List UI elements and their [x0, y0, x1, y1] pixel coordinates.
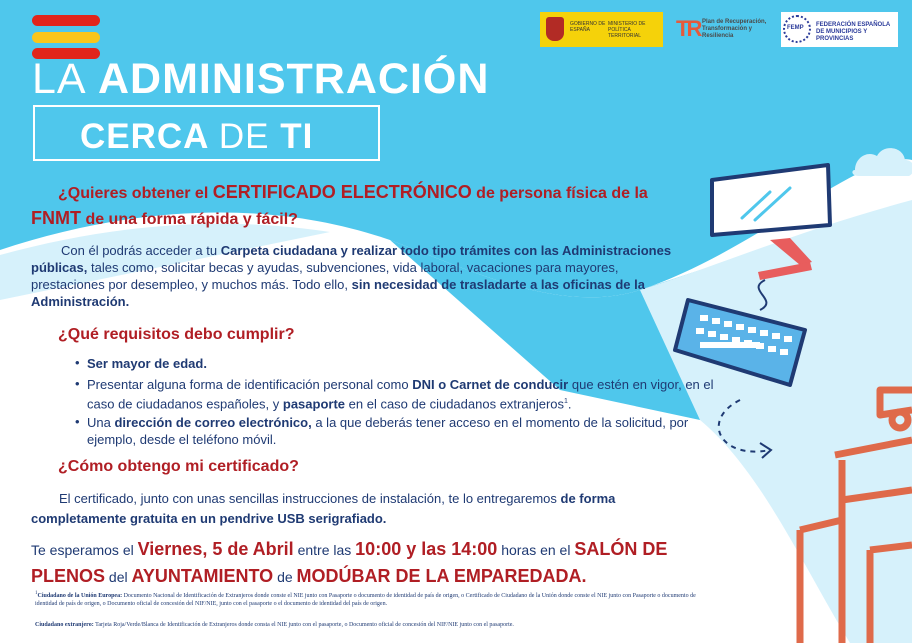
- obtain-text-bold: de forma completamente gratuita en un pendrive USB serigrafiado.: [31, 491, 616, 526]
- requirement-text: que estén en vigor, en el caso de ciudadanos españoles, y: [87, 377, 714, 412]
- event-ayuntamiento: AYUNTAMIENTO: [131, 566, 274, 586]
- intro-q-text: de una forma rápida y fácil?: [85, 211, 298, 228]
- obtain-paragraph: [31, 489, 696, 529]
- title-la: LA: [32, 55, 87, 103]
- requirement-item: [87, 414, 727, 448]
- intro-q-fnmt: FNMT: [31, 208, 81, 228]
- requirement-text: .: [567, 396, 572, 412]
- femp-stars-icon: [783, 15, 811, 43]
- intro-text: Con él podrás acceder a tu: [61, 243, 218, 258]
- prtr-logo: [676, 12, 771, 47]
- page-title: [32, 55, 489, 104]
- intro-text-bold: sin necesidad de trasladarte a las oficinas de la Administración.: [31, 277, 645, 309]
- obtain-text: El certificado, junto con unas sencillas instrucciones de instalación, te lo entregaremos: [59, 491, 557, 506]
- footnote-foreign: [35, 621, 715, 629]
- requirement-text: en el caso de ciudadanos extranjeros: [348, 396, 565, 412]
- prtr-text: Plan de Recuperación, Transformación y Resiliencia: [702, 19, 767, 39]
- intro-q-text: de persona física de la: [476, 185, 648, 202]
- requirement-text-bold: DNI o Carnet de conducir: [412, 377, 569, 392]
- footnote-marker: 1: [35, 591, 38, 596]
- event-paragraph: [31, 536, 691, 590]
- event-text: de: [277, 569, 293, 585]
- intro-paragraph: [31, 242, 683, 310]
- event-date: Viernes, 5 de Abril: [137, 539, 294, 559]
- requirement-text: Una: [87, 415, 111, 430]
- flag-stripe-yellow: [32, 32, 100, 43]
- obtain-heading-text: ¿Cómo obtengo mi certificado?: [58, 458, 299, 475]
- bullet-icon: •: [75, 355, 80, 370]
- event-venue: SALÓN DE PLENOS: [31, 539, 668, 586]
- bullet-icon: •: [75, 414, 80, 429]
- intro-q-certificado: CERTIFICADO ELECTRÓNICO: [212, 182, 472, 202]
- prtr-mark: TR: [676, 16, 700, 41]
- intro-text: tales como, solicitar becas y ayudas, subvenciones, vida laboral, vacaciones para mayores, prestaciones por desempleo, y muchos más. Todo ello,: [31, 260, 619, 292]
- title-de: DE: [218, 117, 270, 156]
- logo-gobierno-text: GOBIERNO DE ESPAÑA: [570, 21, 606, 33]
- requirement-text: a la que deberás tener acceso en el momento de la solicitud, por ejemplo, desde el teléfono móvil.: [87, 415, 689, 447]
- requirement-text-bold: dirección de correo electrónico,: [114, 415, 312, 430]
- intro-question-line2: [31, 208, 298, 229]
- requirement-item: [87, 355, 687, 372]
- event-time: 10:00 y las 14:00: [355, 539, 498, 559]
- requirement-text: Presentar alguna forma de identificación personal como: [87, 377, 409, 392]
- footnote-label: Ciudadano de la Unión Europea:: [37, 593, 123, 599]
- logo-ministerio-text: MINISTERIO DE POLÍTICA TERRITORIAL: [608, 21, 646, 39]
- event-municipality: MODÚBAR DE LA EMPAREDADA.: [296, 566, 587, 586]
- gobierno-logo: [540, 12, 663, 47]
- requirements-heading-text: ¿Qué requisitos debo cumplir?: [58, 326, 295, 343]
- requirement-item: [87, 376, 727, 412]
- femp-logo: [781, 12, 898, 47]
- footnote-text: Documento Nacional de Identificación de Extranjeros donde conste el NIE junto con Pasaporte o documento de identidad de país de origen, o Certificado de Ciudadano de la Unión donde conste el NIE junto con Pasaporte o documento de identidad de país de origen, o Documento oficial de concesión del NIF/NIE, junto con el pasaporte o el documento de identidad del país de origen.: [35, 593, 696, 607]
- coat-of-arms-icon: [546, 17, 564, 41]
- obtain-heading: [58, 458, 299, 476]
- footnote-text: Tarjeta Roja/Verde/Blanca de Identificación de Extranjeros donde consta el NIE junto con el pasaporte, o Documento oficial de concesión del NIF/NIE junto con el pasaporte.: [95, 622, 514, 628]
- intro-q-text: ¿Quieres obtener el: [58, 185, 209, 202]
- requirement-text-bold: pasaporte: [282, 396, 346, 412]
- title-cerca: CERCA: [80, 117, 209, 156]
- bullet-icon: •: [75, 376, 80, 391]
- footnote-eu: [35, 590, 715, 608]
- event-text: del: [108, 569, 128, 585]
- requirement-text: Ser mayor de edad.: [87, 356, 207, 371]
- intro-text-bold: Carpeta ciudadana y realizar todo tipo trámites con las Administraciones públicas,: [31, 243, 672, 275]
- event-text: entre las: [297, 542, 352, 558]
- femp-text: FEDERACIÓN ESPAÑOLA DE MUNICIPIOS Y PROVINCIAS: [816, 22, 891, 42]
- event-text: Te esperamos el: [31, 542, 134, 558]
- title-administracion: ADMINISTRACIÓN: [97, 55, 490, 103]
- title-ti: TI: [280, 117, 314, 156]
- event-text: horas en el: [501, 542, 571, 558]
- footnote-marker: 1: [564, 398, 568, 405]
- page-subtitle: [80, 117, 313, 157]
- footnote-label: Ciudadano extranjero:: [35, 622, 94, 628]
- flag-stripe-red: [32, 15, 100, 26]
- intro-question-line1: [58, 182, 648, 203]
- femp-mark: FEMP: [787, 25, 804, 31]
- requirements-heading: [58, 326, 294, 344]
